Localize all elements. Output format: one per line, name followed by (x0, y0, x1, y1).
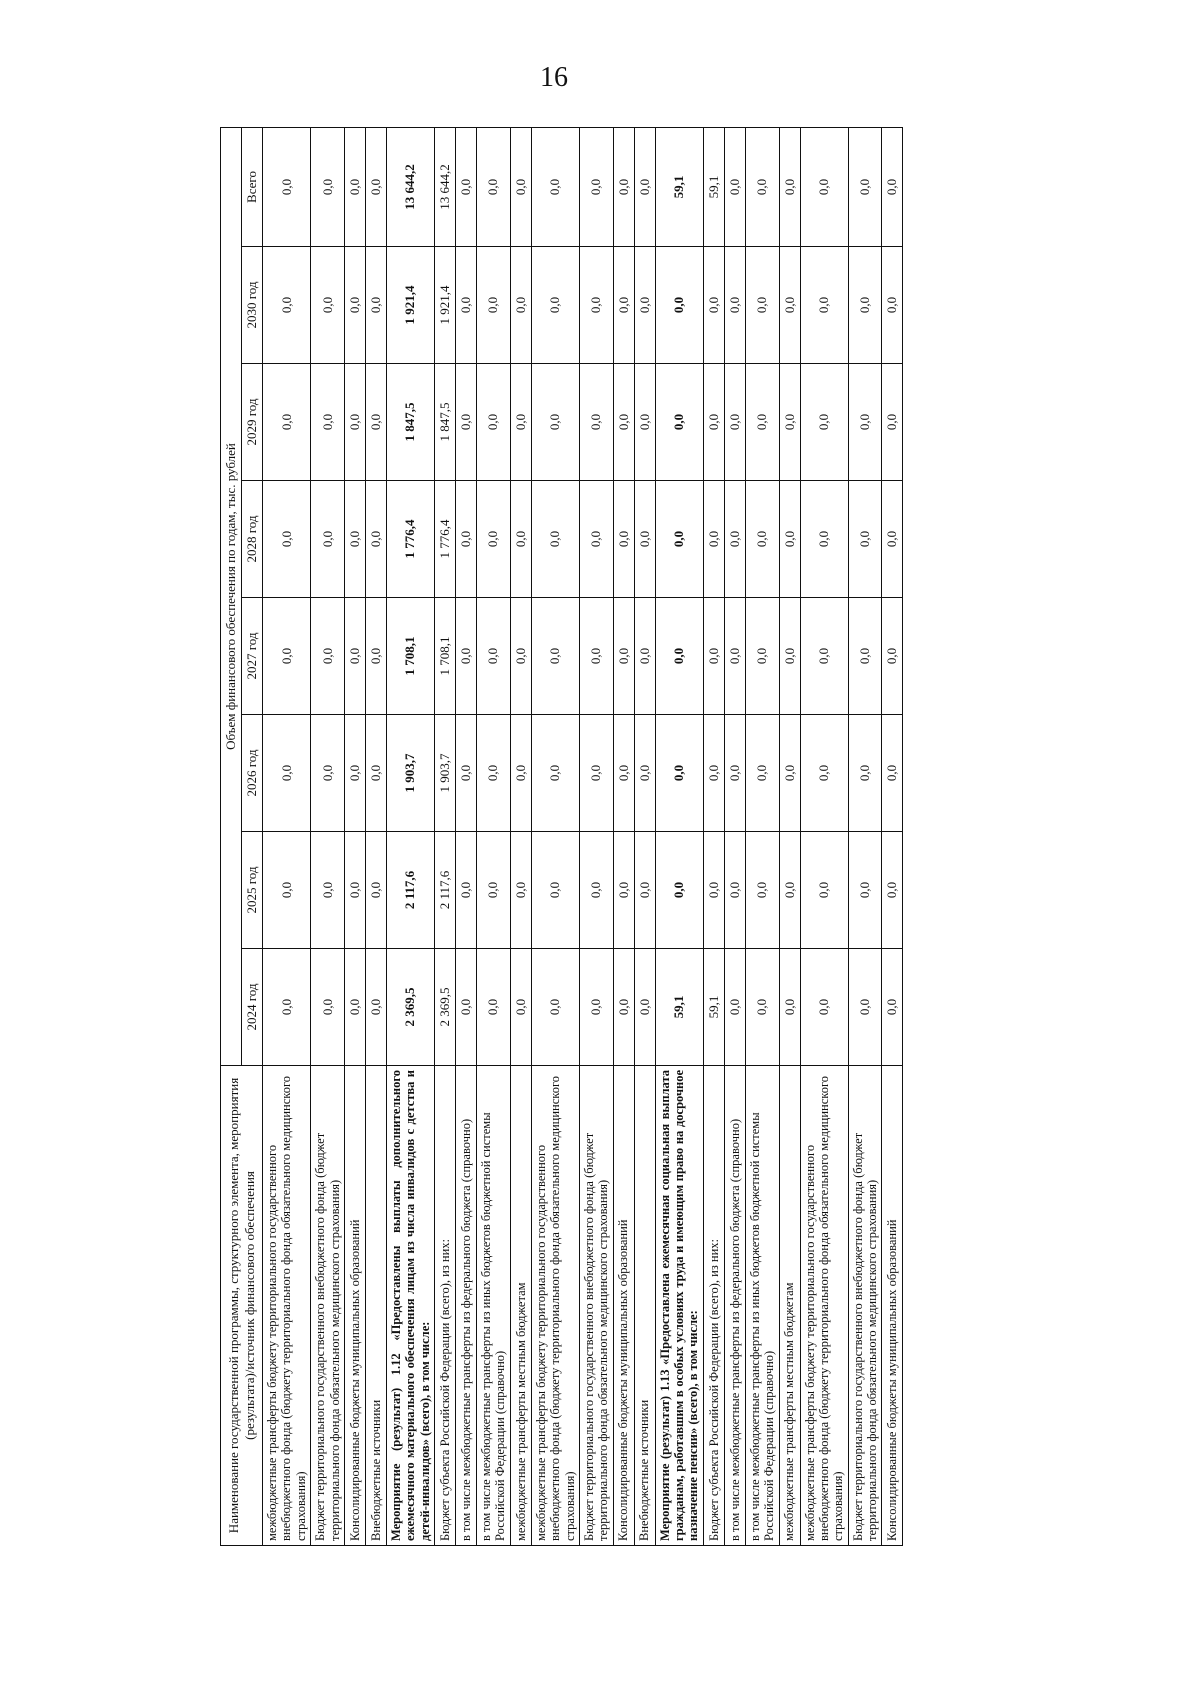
row-year-value: 0,0 (613, 481, 634, 598)
row-total-value: 13 644,2 (435, 127, 456, 246)
row-year-value: 0,0 (613, 247, 634, 364)
row-year-value: 0,0 (724, 949, 745, 1066)
row-year-value: 0,0 (634, 481, 655, 598)
row-total-value: 0,0 (510, 127, 531, 246)
row-year-value: 0,0 (365, 481, 386, 598)
header-year: 2025 год (242, 832, 263, 949)
row-year-value: 0,0 (848, 481, 882, 598)
row-year-value: 0,0 (477, 598, 511, 715)
row-year-value: 0,0 (745, 364, 779, 481)
row-year-value: 0,0 (579, 364, 613, 481)
header-year: 2029 год (242, 364, 263, 481)
row-year-value: 1 847,5 (386, 364, 434, 481)
row-year-value: 2 117,6 (386, 832, 434, 949)
row-total-value: 0,0 (779, 127, 800, 246)
row-year-value: 0,0 (703, 832, 724, 949)
header-row-group (221, 127, 242, 1545)
financing-table-rotated (220, 128, 1200, 1546)
table-row (477, 127, 511, 1545)
row-year-value: 0,0 (745, 598, 779, 715)
table-row (613, 127, 634, 1545)
row-total-value: 0,0 (634, 127, 655, 246)
row-year-value: 0,0 (848, 832, 882, 949)
row-year-value: 0,0 (579, 832, 613, 949)
row-year-value: 0,0 (456, 949, 477, 1066)
row-year-value: 0,0 (456, 832, 477, 949)
row-year-value: 0,0 (745, 832, 779, 949)
row-year-value: 1 903,7 (386, 715, 434, 832)
row-year-value: 59,1 (703, 949, 724, 1066)
row-total-value: 0,0 (477, 127, 511, 246)
table-body (263, 127, 903, 1545)
row-year-value: 1 847,5 (435, 364, 456, 481)
row-year-value: 0,0 (344, 715, 365, 832)
row-year-value: 0,0 (882, 715, 903, 832)
table-row (510, 127, 531, 1545)
row-total-value: 59,1 (703, 127, 724, 246)
row-year-value: 0,0 (882, 949, 903, 1066)
table-row (634, 127, 655, 1545)
header-year: 2024 год (242, 949, 263, 1066)
row-year-value: 0,0 (456, 364, 477, 481)
row-label: в том числе межбюджетные трансферты из федерального бюджета (справочно) (724, 1066, 745, 1546)
row-year-value: 0,0 (634, 598, 655, 715)
row-total-value: 0,0 (344, 127, 365, 246)
row-year-value: 0,0 (655, 715, 703, 832)
row-year-value: 1 708,1 (386, 598, 434, 715)
row-year-value: 0,0 (779, 598, 800, 715)
row-total-value: 59,1 (655, 127, 703, 246)
row-year-value: 0,0 (510, 598, 531, 715)
row-year-value: 0,0 (531, 832, 579, 949)
table-row (779, 127, 800, 1545)
row-year-value: 0,0 (634, 247, 655, 364)
row-year-value: 0,0 (613, 715, 634, 832)
row-year-value: 0,0 (531, 364, 579, 481)
table-row (848, 127, 882, 1545)
row-year-value: 0,0 (800, 247, 848, 364)
row-year-value: 0,0 (848, 715, 882, 832)
row-label: в том числе межбюджетные трансферты из иных бюджетов бюджетной системы Российской Федерации (справочно) (745, 1066, 779, 1546)
row-year-value: 0,0 (365, 364, 386, 481)
row-year-value: 1 921,4 (435, 247, 456, 364)
row-year-value: 0,0 (800, 364, 848, 481)
row-year-value: 0,0 (882, 598, 903, 715)
row-year-value: 0,0 (456, 715, 477, 832)
row-label: Консолидированные бюджеты муниципальных образований (344, 1066, 365, 1546)
row-year-value: 0,0 (779, 949, 800, 1066)
row-year-value: 0,0 (848, 598, 882, 715)
row-year-value: 0,0 (613, 832, 634, 949)
row-year-value: 0,0 (613, 949, 634, 1066)
row-year-value: 0,0 (579, 481, 613, 598)
row-year-value: 0,0 (344, 247, 365, 364)
row-label: в том числе межбюджетные трансферты из федерального бюджета (справочно) (456, 1066, 477, 1546)
row-year-value: 1 903,7 (435, 715, 456, 832)
row-label: Мероприятие (результат) 1.13 «Предоставлена ежемесячная социальная выплата гражданам, работавшим в особых условиях труда и имеющим право на досрочное назначение пенсии» (всего), в том числе: (655, 1066, 703, 1546)
table-row (456, 127, 477, 1545)
row-label: Бюджет территориального государственного внебюджетного фонда (бюджет территориального фонда обязательного медицинского страхования) (311, 1066, 345, 1546)
header-name-column: Наименование государственной программы, структурного элемента, мероприятия (результата)/источник финансового обеспечения (221, 1066, 263, 1546)
row-label: Бюджет территориального государственного внебюджетного фонда (бюджет территориального фонда обязательного медицинского страхования) (848, 1066, 882, 1546)
row-year-value: 0,0 (344, 598, 365, 715)
row-year-value: 0,0 (510, 247, 531, 364)
row-label: межбюджетные трансферты местным бюджетам (510, 1066, 531, 1546)
table-row (435, 127, 456, 1545)
row-year-value: 2 369,5 (386, 949, 434, 1066)
row-year-value: 1 776,4 (386, 481, 434, 598)
row-year-value: 0,0 (703, 481, 724, 598)
row-year-value: 0,0 (634, 715, 655, 832)
row-year-value: 0,0 (800, 949, 848, 1066)
row-year-value: 0,0 (848, 247, 882, 364)
row-year-value: 59,1 (655, 949, 703, 1066)
row-year-value: 0,0 (510, 481, 531, 598)
row-year-value: 0,0 (724, 481, 745, 598)
row-total-value: 13 644,2 (386, 127, 434, 246)
row-total-value: 0,0 (848, 127, 882, 246)
row-year-value: 0,0 (477, 364, 511, 481)
row-year-value: 0,0 (745, 715, 779, 832)
row-year-value: 0,0 (724, 247, 745, 364)
row-year-value: 0,0 (344, 481, 365, 598)
row-year-value: 0,0 (263, 715, 311, 832)
row-label: Бюджет субъекта Российской Федерации (всего), из них: (435, 1066, 456, 1546)
row-year-value: 0,0 (477, 481, 511, 598)
row-label: Консолидированные бюджеты муниципальных образований (882, 1066, 903, 1546)
header-year: 2026 год (242, 715, 263, 832)
row-year-value: 0,0 (579, 247, 613, 364)
row-year-value: 0,0 (531, 598, 579, 715)
row-year-value: 0,0 (477, 715, 511, 832)
row-total-value: 0,0 (263, 127, 311, 246)
table-row (579, 127, 613, 1545)
row-year-value: 0,0 (800, 481, 848, 598)
row-year-value: 0,0 (311, 715, 345, 832)
row-year-value: 0,0 (634, 832, 655, 949)
row-year-value: 0,0 (456, 481, 477, 598)
row-year-value: 0,0 (365, 598, 386, 715)
header-year: 2027 год (242, 598, 263, 715)
row-year-value: 0,0 (365, 715, 386, 832)
row-label: Внебюджетные источники (634, 1066, 655, 1546)
row-year-value: 0,0 (311, 598, 345, 715)
row-year-value: 0,0 (882, 481, 903, 598)
row-year-value: 0,0 (745, 949, 779, 1066)
row-total-value: 0,0 (579, 127, 613, 246)
table-row (882, 127, 903, 1545)
row-year-value: 0,0 (724, 715, 745, 832)
row-year-value: 0,0 (531, 949, 579, 1066)
row-year-value: 0,0 (311, 481, 345, 598)
row-year-value: 0,0 (655, 247, 703, 364)
row-year-value: 0,0 (477, 949, 511, 1066)
row-year-value: 0,0 (365, 832, 386, 949)
row-total-value: 0,0 (365, 127, 386, 246)
row-year-value: 0,0 (263, 949, 311, 1066)
row-year-value: 0,0 (655, 832, 703, 949)
row-year-value: 0,0 (703, 598, 724, 715)
row-label: Консолидированные бюджеты муниципальных образований (613, 1066, 634, 1546)
row-total-value: 0,0 (800, 127, 848, 246)
row-total-value: 0,0 (531, 127, 579, 246)
row-year-value: 0,0 (263, 598, 311, 715)
row-total-value: 0,0 (456, 127, 477, 246)
row-total-value: 0,0 (613, 127, 634, 246)
row-year-value: 0,0 (745, 247, 779, 364)
row-year-value: 2 117,6 (435, 832, 456, 949)
row-year-value: 0,0 (510, 832, 531, 949)
row-year-value: 0,0 (848, 949, 882, 1066)
row-year-value: 0,0 (263, 247, 311, 364)
row-year-value: 0,0 (263, 481, 311, 598)
row-total-value: 0,0 (724, 127, 745, 246)
row-year-value: 0,0 (703, 715, 724, 832)
financing-table (220, 127, 903, 1546)
row-year-value: 0,0 (882, 364, 903, 481)
page-number: 16 (540, 62, 568, 93)
row-year-value: 0,0 (344, 832, 365, 949)
row-year-value: 0,0 (703, 364, 724, 481)
row-year-value: 0,0 (477, 832, 511, 949)
row-year-value: 0,0 (311, 949, 345, 1066)
table-row (724, 127, 745, 1545)
row-year-value: 0,0 (724, 364, 745, 481)
row-year-value: 0,0 (263, 364, 311, 481)
row-year-value: 0,0 (800, 832, 848, 949)
row-year-value: 0,0 (800, 715, 848, 832)
row-year-value: 0,0 (779, 247, 800, 364)
row-label: межбюджетные трансферты бюджету территориального государственного внебюджетного фонда (бюджету территориального фонда обязательного медицинского страхования) (531, 1066, 579, 1546)
row-year-value: 0,0 (724, 832, 745, 949)
row-year-value: 0,0 (882, 832, 903, 949)
row-year-value: 0,0 (613, 364, 634, 481)
row-year-value: 0,0 (779, 832, 800, 949)
table-row (531, 127, 579, 1545)
row-total-value: 0,0 (882, 127, 903, 246)
row-label: в том числе межбюджетные трансферты из иных бюджетов бюджетной системы Российской Федерации (справочно) (477, 1066, 511, 1546)
row-year-value: 0,0 (779, 481, 800, 598)
row-year-value: 0,0 (882, 247, 903, 364)
row-total-value: 0,0 (745, 127, 779, 246)
row-year-value: 0,0 (531, 715, 579, 832)
row-year-value: 0,0 (724, 598, 745, 715)
row-year-value: 0,0 (579, 949, 613, 1066)
row-year-value: 0,0 (311, 364, 345, 481)
row-label: межбюджетные трансферты бюджету территориального государственного внебюджетного фонда (бюджету территориального фонда обязательного медицинского страхования) (263, 1066, 311, 1546)
row-year-value: 0,0 (531, 481, 579, 598)
row-year-value: 0,0 (456, 598, 477, 715)
row-year-value: 0,0 (634, 949, 655, 1066)
row-year-value: 0,0 (510, 949, 531, 1066)
table-row (365, 127, 386, 1545)
row-year-value: 0,0 (745, 481, 779, 598)
row-label: Бюджет субъекта Российской Федерации (всего), из них: (703, 1066, 724, 1546)
row-year-value: 0,0 (800, 598, 848, 715)
row-label: межбюджетные трансферты местным бюджетам (779, 1066, 800, 1546)
row-year-value: 0,0 (655, 364, 703, 481)
row-year-value: 0,0 (311, 832, 345, 949)
row-year-value: 0,0 (456, 247, 477, 364)
row-year-value: 0,0 (510, 715, 531, 832)
row-year-value: 0,0 (263, 832, 311, 949)
header-group: Объем финансового обеспечения по годам, тыс. рублей (221, 127, 242, 1065)
row-label: Мероприятие (результат) 1.12 «Предоставлены выплаты дополнительного ежемесячного материального обеспечения лицам из числа инвалидов с детства и детей-инвалидов» (всего), в том числе: (386, 1066, 434, 1546)
row-year-value: 0,0 (510, 364, 531, 481)
header-year: 2030 год (242, 247, 263, 364)
row-year-value: 0,0 (779, 715, 800, 832)
table-row (745, 127, 779, 1545)
table-row (344, 127, 365, 1545)
row-year-value: 0,0 (655, 598, 703, 715)
table-row (311, 127, 345, 1545)
header-year: 2028 год (242, 481, 263, 598)
row-year-value: 0,0 (477, 247, 511, 364)
row-total-value: 0,0 (311, 127, 345, 246)
row-year-value: 0,0 (579, 715, 613, 832)
row-year-value: 2 369,5 (435, 949, 456, 1066)
row-year-value: 0,0 (579, 598, 613, 715)
row-year-value: 0,0 (344, 364, 365, 481)
row-label: Внебюджетные источники (365, 1066, 386, 1546)
row-label: Бюджет территориального государственного внебюджетного фонда (бюджет территориального фонда обязательного медицинского страхования) (579, 1066, 613, 1546)
row-year-value: 0,0 (634, 364, 655, 481)
table-row (800, 127, 848, 1545)
row-year-value: 0,0 (344, 949, 365, 1066)
header-total: Всего (242, 127, 263, 246)
row-year-value: 0,0 (655, 481, 703, 598)
row-year-value: 0,0 (779, 364, 800, 481)
row-year-value: 1 776,4 (435, 481, 456, 598)
row-year-value: 0,0 (848, 364, 882, 481)
row-label: межбюджетные трансферты бюджету территориального государственного внебюджетного фонда (бюджету территориального фонда обязательного медицинского страхования) (800, 1066, 848, 1546)
row-year-value: 1 921,4 (386, 247, 434, 364)
table-row (655, 127, 703, 1545)
row-year-value: 0,0 (365, 949, 386, 1066)
row-year-value: 0,0 (365, 247, 386, 364)
row-year-value: 0,0 (531, 247, 579, 364)
table-row (263, 127, 311, 1545)
row-year-value: 0,0 (311, 247, 345, 364)
row-year-value: 0,0 (703, 247, 724, 364)
row-year-value: 0,0 (613, 598, 634, 715)
table-row (386, 127, 434, 1545)
row-year-value: 1 708,1 (435, 598, 456, 715)
table-row (703, 127, 724, 1545)
